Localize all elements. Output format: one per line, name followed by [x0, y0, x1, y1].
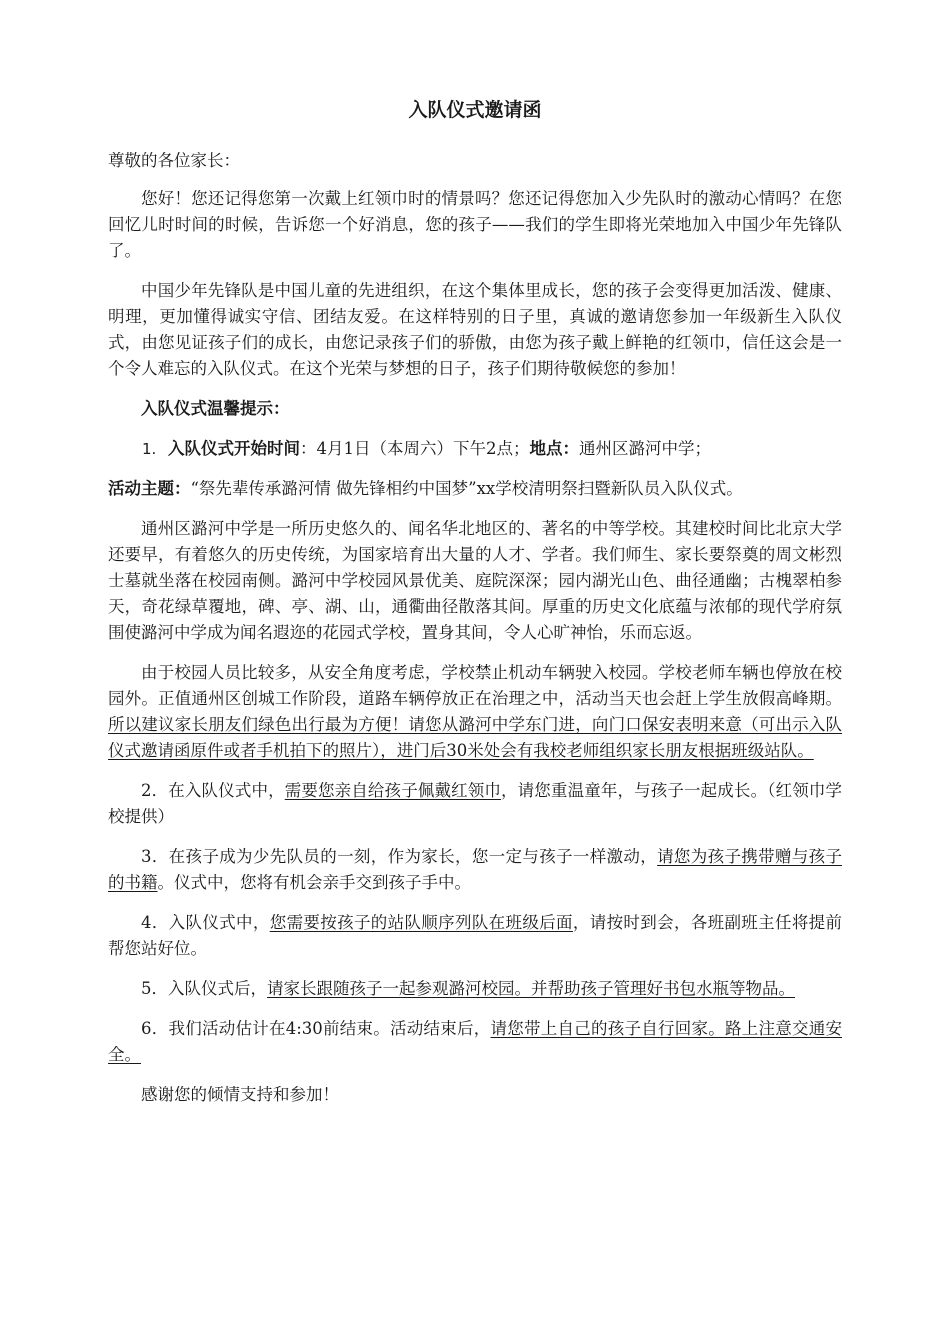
paragraph-organization: 中国少年先锋队是中国儿童的先进组织，在这个集体里成长，您的孩子会变得更加活泼、健康、明理，更加懂得诚实守信、团结友爱。在这样特别的日子里，真诚的邀请您参加一年级新生入队仪式，由您见证孩子们的成长，由您记录孩子们的骄傲，由您为孩子戴上鲜艳的红领巾，信任这会是一个令人难忘的入队仪式。在这个光荣与梦想的日子，孩子们期待敬候您的参加！ — [108, 281, 842, 378]
page-title: 入队仪式邀请函 — [408, 99, 542, 121]
tip-item-4 — [108, 910, 842, 962]
invitation-letter — [108, 96, 842, 1122]
tip-item-1 — [108, 436, 842, 462]
tip-item-3-underlined: 请您为孩子携带赠与孩子的书籍 — [108, 847, 843, 892]
tip-item-5 — [108, 976, 842, 1002]
tip-item-3-prefix: 3．在孩子成为少先队员的一刻，作为家长，您一定与孩子一样激动， — [141, 847, 658, 866]
greeting: 尊敬的各位家长： — [108, 151, 240, 170]
tip-item-6-underlined: 请您带上自己的孩子自行回家。路上注意交通安全。 — [108, 1019, 843, 1064]
activity-theme — [108, 476, 842, 502]
tip-item-1-number: 1. — [142, 440, 157, 458]
theme-label: 活动主题： — [108, 479, 191, 498]
tips-heading-text: 入队仪式温馨提示： — [141, 399, 290, 418]
tip-item-3-suffix: 。仪式中，您将有机会亲手交到孩子手中。 — [157, 873, 471, 892]
tip-item-5-prefix: 5．入队仪式后， — [141, 979, 267, 998]
tip-item-5-underlined: 请家长跟随孩子一起参观潞河校园。并帮助孩子管理好书包水瓶等物品。 — [267, 979, 795, 998]
closing-line: 感谢您的倾情支持和参加！ — [141, 1085, 339, 1104]
tip-item-3 — [108, 844, 842, 896]
paragraph-school-intro: 通州区潞河中学是一所历史悠久的、闻名华北地区的、著名的中等学校。其建校时间比北京大学还要早，有着悠久的历史传统，为国家培育出大量的人才、学者。我们师生、家长要祭奠的周文彬烈士墓就坐落在校园南侧。潞河中学校园风景优美、庭院深深；园内湖光山色、曲径通幽；古槐翠柏参天，奇花绿草覆地，碑、亭、湖、山，通衢曲径散落其间。厚重的历史文化底蕴与浓郁的现代学府氛围使潞河中学成为闻名遐迩的花园式学校，置身其间，令人心旷神怡，乐而忘返。 — [108, 519, 842, 642]
time-value: ：4月1日（本周六）下午2点； — [300, 439, 530, 458]
tip-item-2-prefix: 2．在入队仪式中， — [141, 781, 285, 800]
transport-underlined: 所以建议家长朋友们绿色出行最为方便！请您从潞河中学东门进，向门口保安表明来意（可出示入队仪式邀请函原件或者手机拍下的照片），进门后30米处会有我校老师组织家长朋友根据班级站队。 — [108, 715, 842, 760]
theme-value: “祭先辈传承潞河情 做先锋相约中国梦”xx学校清明祭扫暨新队员入队仪式。 — [190, 479, 743, 498]
paragraph-transport — [108, 660, 842, 764]
paragraph-intro: 您好！您还记得您第一次戴上红领巾时的情景吗？您还记得您加入少先队时的激动心情吗？在您回忆儿时时间的时候，告诉您一个好消息，您的孩子——我们的学生即将光荣地加入中国少年先锋队了。 — [108, 189, 842, 260]
tip-item-6 — [108, 1016, 842, 1068]
tip-item-2-underlined: 需要您亲自给孩子佩戴红领巾 — [284, 781, 502, 800]
tip-item-4-suffix: ，请按时到会，各班副班主任将提前帮您站好位。 — [108, 913, 843, 958]
tip-item-4-prefix: 4．入队仪式中， — [141, 913, 270, 932]
transport-text: 由于校园人员比较多，从安全角度考虑，学校禁止机动车辆驶入校园。学校老师车辆也停放在校园外。正值通州区创城工作阶段，道路车辆停放正在治理之中，活动当天也会赶上学生放假高峰期。 — [108, 663, 842, 708]
place-value: 通州区潞河中学； — [579, 439, 711, 458]
tip-item-2-suffix: ，请您重温童年，与孩子一起成长。（红领巾学校提供） — [108, 781, 843, 826]
tip-item-6-prefix: 6．我们活动估计在4:30前结束。活动结束后， — [141, 1019, 491, 1038]
tip-item-2 — [108, 778, 842, 830]
place-label: 地点： — [529, 439, 579, 458]
tip-item-4-underlined: 您需要按孩子的站队顺序列队在班级后面 — [269, 913, 573, 932]
tips-heading — [108, 396, 842, 422]
time-label: 入队仪式开始时间 — [168, 439, 300, 458]
